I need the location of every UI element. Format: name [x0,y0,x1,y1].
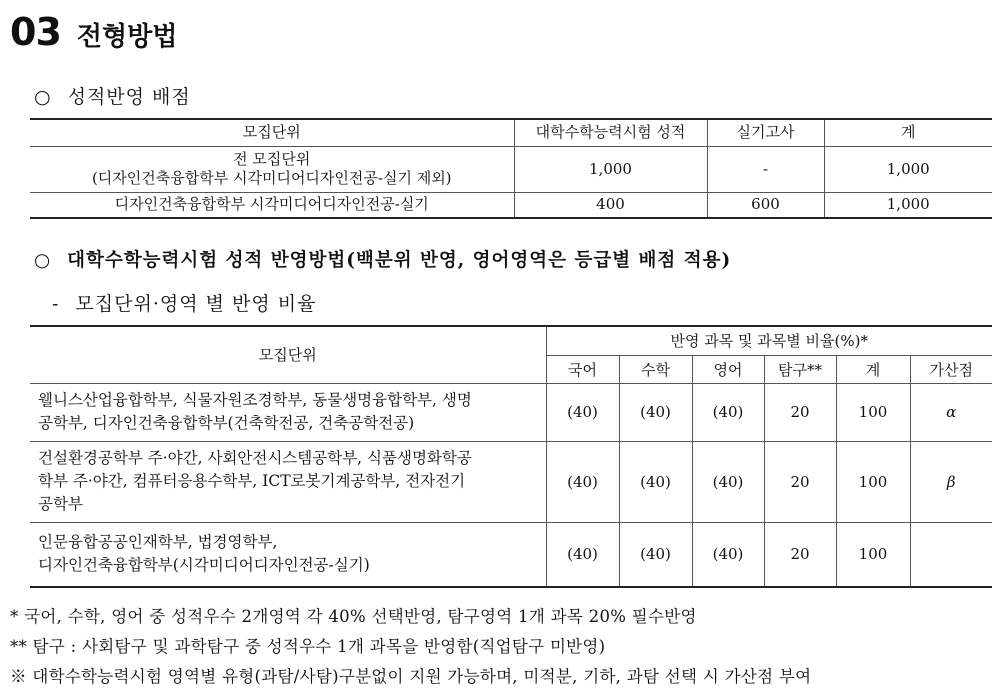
practical-cell: 600 [707,192,824,218]
table-row [30,146,992,192]
dash-bullet: - [52,293,60,315]
col-header-korean: 국어 [546,355,619,383]
math-cell: (40) [619,383,692,441]
col-header-csat: 대학수학능력시험 성적 [514,119,707,146]
ratio-subtitle: 모집단위·영역 별 반영 비율 [75,293,317,315]
unit-line: (디자인건축융합학부 시각미디어디자인전공-실기 제외) [91,169,452,187]
col-header-total: 계 [836,355,910,383]
circle-bullet-icon: ○ [34,250,52,271]
subject-ratio-table [30,325,992,588]
circle-bullet-icon: ○ [34,86,52,108]
inquiry-cell: 20 [764,383,836,441]
table-header-row [30,326,992,355]
csat-cell: 1,000 [514,146,707,192]
section-title: 전형방법 [76,22,178,52]
unit-line: 인문융합공공인재학부, 법경영학부, [38,533,278,552]
score-allocation-title: 성적반영 배점 [67,86,191,108]
footnote-inquiry: ** 탐구 : 사회탐구 및 과학탐구 중 성적우수 1개 과목을 반영함(직업탐구 미반영) [10,637,606,656]
total-cell: 100 [836,441,910,522]
table-header-row [30,119,992,146]
english-cell: (40) [692,383,764,441]
table-row [30,192,992,218]
table-row [30,383,992,441]
korean-cell: (40) [546,441,619,522]
score-allocation-heading [34,82,191,109]
english-cell: (40) [692,441,764,522]
unit-cell [30,522,546,587]
unit-line: 전 모집단위 [233,150,311,168]
unit-line: 웰니스산업융합학부, 식물자원조경학부, 동물생명융합학부, 생명 [38,391,472,409]
korean-cell: (40) [546,383,619,441]
korean-cell: (40) [546,522,619,587]
bonus-cell: α [910,383,992,441]
total-cell: 1,000 [824,146,992,192]
ratio-subheading [52,289,316,316]
col-header-unit: 모집단위 [30,326,546,383]
csat-method-heading [34,246,731,272]
csat-cell: 400 [514,192,707,218]
math-cell: (40) [619,522,692,587]
col-header-inquiry: 탐구** [764,355,836,383]
english-cell: (40) [692,522,764,587]
col-header-practical: 실기고사 [707,119,824,146]
table-row [30,441,992,522]
section-number: 03 [10,10,61,54]
total-cell: 100 [836,522,910,587]
footnote-bonus: ※ 대학수학능력시험 영역별 유형(과탐/사탐)구분없이 지원 가능하며, 미적분, 기하, 과탐 선택 시 가산점 부여 [10,667,812,686]
csat-method-title: 대학수학능력시험 성적 반영방법(백분위 반영, 영어영역은 등급별 배점 적용) [67,250,732,271]
table-row [30,522,992,587]
bonus-cell: β [910,441,992,522]
section-header [10,10,177,54]
unit-cell [30,146,514,192]
unit-cell [30,441,546,522]
col-header-english: 영어 [692,355,764,383]
unit-cell [30,383,546,441]
unit-line: 학부 주·야간, 컴퓨터응용수학부, ICT로봇기계공학부, 전자전기 [38,472,466,490]
unit-line: 디자인건축융합학부(시각미디어디자인전공-실기) [38,556,370,575]
total-cell: 100 [836,383,910,441]
unit-line: 건설환경공학부 주·야간, 사회안전시스템공학부, 식품생명화학공 [38,449,472,467]
practical-cell: - [707,146,824,192]
score-allocation-table [30,118,992,219]
col-header-bonus: 가산점 [910,355,992,383]
unit-cell: 디자인건축융합학부 시각미디어디자인전공-실기 [30,192,514,218]
bonus-cell [910,522,992,587]
unit-line: 공학부, 디자인건축융합학부(건축학전공, 건축공학전공) [38,414,415,432]
footnote-selection: * 국어, 수학, 영어 중 성적우수 2개영역 각 40% 선택반영, 탐구영역 1개 과목 20% 필수반영 [10,607,697,626]
col-header-subject-group: 반영 과목 및 과목별 비율(%)* [546,326,992,355]
math-cell: (40) [619,441,692,522]
total-cell: 1,000 [824,192,992,218]
unit-line: 공학부 [38,495,83,513]
col-header-unit: 모집단위 [30,119,514,146]
col-header-total: 계 [824,119,992,146]
inquiry-cell: 20 [764,522,836,587]
inquiry-cell: 20 [764,441,836,522]
col-header-math: 수학 [619,355,692,383]
